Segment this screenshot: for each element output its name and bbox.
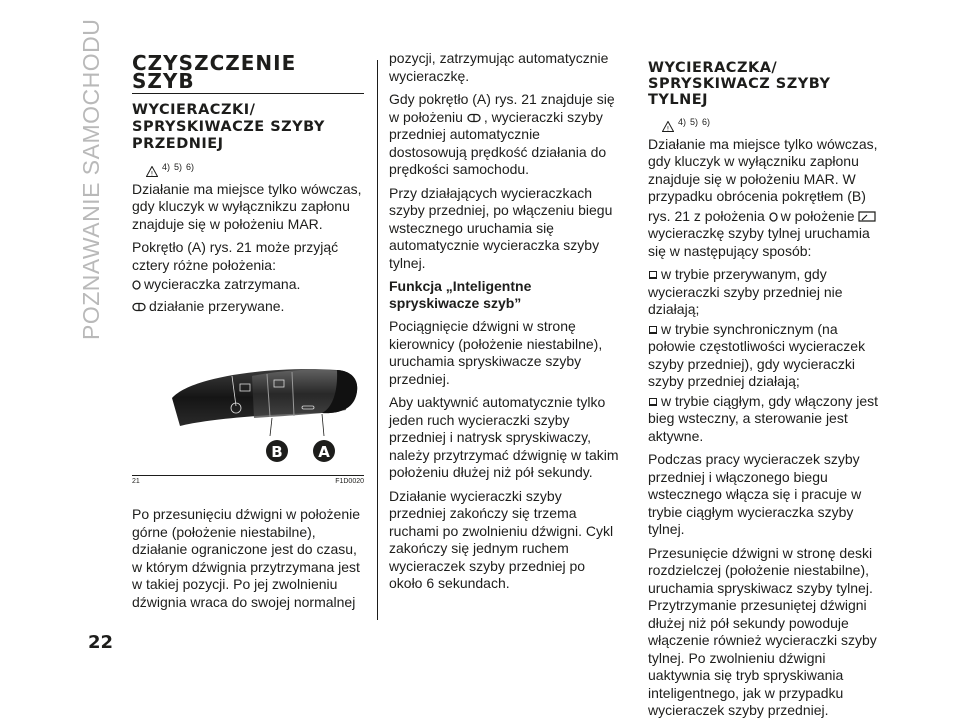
bullet-icon <box>648 397 658 407</box>
bullet-icon <box>648 270 658 280</box>
ref-3: 6) <box>186 162 195 172</box>
section-side-tab <box>78 18 108 340</box>
figure-caption <box>132 478 364 485</box>
bullet-item <box>648 266 880 319</box>
bullet-text: w trybie synchronicznym (na połowie częstotliwości wycieraczek szyby przedniej), gdy wycieraczki szyby przedniej działają; <box>648 320 866 389</box>
paragraph-part: , wycieraczki szyby przedniej automatycznie dostosowują prędkość działania do prędkości samochodu. <box>389 108 607 177</box>
paragraph: Przy działających wycieraczkach szyby przedniej, po włączeniu biegu wstecznego uruchamia się automatycznie wycieraczka szyby tylnej. <box>389 184 613 271</box>
callout-a-label: A <box>318 443 330 461</box>
wiper-stalk-illustration <box>132 318 364 473</box>
paragraph: Działanie ma miejsce tylko wówczas, gdy kluczyk w wyłącznikzu zapłonu znajduje się w położeniu MAR. <box>132 180 362 232</box>
ref-1: 4) <box>678 117 687 127</box>
page-title: CZYSZCZENIE SZYB <box>132 51 297 93</box>
list-item-text: działanie przerywane. <box>149 297 285 314</box>
figure-code: F1D0020 <box>335 478 364 485</box>
paragraph: Po przesunięciu dźwigni w położenie górne (położenie niestabilne), działanie ograniczone jest do czasu, w którym dźwignia przytrzymana jest w takiej pozycji. Po jej zwolnieniu dźwignia wraca do swojej normalnej <box>132 506 361 610</box>
warning-icon <box>662 121 674 132</box>
paragraph: Aby uaktywnić automatycznie tylko jeden ruch wycieraczki szyby przedniej i natrysk spryskiwaczy, należy przytrzymać dźwignię w takim położeniu dłużej niż pół sekundy. <box>389 394 619 480</box>
paragraph: Podczas pracy wycieraczek szyby przedniej i włączonego biegu wstecznego włącza się i pracuje w trybie ciągłym wycieraczka szyby tylnej. <box>648 451 862 537</box>
paragraph-part: rys. 21 z położenia <box>648 207 765 224</box>
ref-2: 5) <box>690 117 699 127</box>
paragraph-part: w położenie <box>780 207 855 224</box>
svg-text:!: ! <box>666 125 670 132</box>
paragraph-part: wycieraczkę szyby tylnej uruchamia się w następujący sposób: <box>648 225 870 259</box>
section-side-tab-label: POZNAWANIE SAMOCHODU <box>78 18 104 340</box>
list-item-text: wycieraczka zatrzymana. <box>144 276 301 292</box>
paragraph: Pokrętło (A) rys. 21 może przyjąć cztery różne położenia: <box>132 239 339 273</box>
title-rule <box>132 93 364 94</box>
ref-2: 5) <box>174 162 183 172</box>
paragraph: Działanie wycieraczki szyby przedniej zakończy się trzema ruchami po zwolnieniu dźwigni. Cykl zakończy się jednym ruchem wycieraczek szyby przedniej po około 6 sekundach. <box>389 487 614 591</box>
paragraph <box>648 208 880 261</box>
paragraph <box>389 91 621 179</box>
warning-icon <box>146 166 158 177</box>
column-right <box>648 60 880 726</box>
figure-bottom-rule <box>132 475 364 476</box>
paragraph: pozycji, zatrzymując automatycznie wycieraczkę. <box>389 50 609 84</box>
bullet-item <box>648 393 880 446</box>
column-middle <box>389 50 621 599</box>
section-heading-front: WYCIERACZKI/ SPRYSKIWACZE SZYBY PRZEDNIEJ <box>132 102 325 152</box>
ref-1: 4) <box>162 162 171 172</box>
reference-markers <box>146 159 364 177</box>
bullet-text: w trybie ciągłym, gdy włączony jest bieg wsteczny, a sterowanie jest aktywne. <box>648 392 879 444</box>
ref-3: 6) <box>702 117 711 127</box>
column-left-bottom <box>132 506 364 617</box>
page-number: 22 <box>88 632 114 653</box>
intermittent-icon <box>132 302 146 312</box>
column-divider <box>377 60 378 620</box>
paragraph-part: Gdy pokrętło (A) rys. 21 znajduje się w położeniu <box>389 91 615 125</box>
list-item <box>132 276 364 294</box>
bullet-text: w trybie przerywanym, gdy wycieraczki szyby przedniej nie działają; <box>648 266 843 317</box>
off-position-icon <box>132 280 141 290</box>
column-left <box>132 51 364 360</box>
callout-b-label: B <box>271 443 283 461</box>
section-heading-rear: WYCIERACZKA/ SPRYSKIWACZ SZYBY TYLNEJ <box>648 60 831 108</box>
paragraph: Pociągnięcie dźwigni w stronę kierownicy (położenie niestabilne), uruchamia spryskiwacze szyby przedniej. <box>389 318 603 387</box>
paragraph: Przesunięcie dźwigni w stronę deski rozdzielczej (położenie niestabilne), uruchamia spryskiwacz szyby tylnej. Przytrzymanie przesuniętej dźwigni dłużej niż pół sekundy powoduje włączenie również wycieraczki szyby tylnej. Po zwolnieniu dźwigni uaktywnia się tryb spryskiwania inteligentnego, jak w przypadku wycieraczek szyby przedniej. <box>648 544 877 718</box>
svg-text:!: ! <box>150 170 154 177</box>
intermittent-icon <box>467 113 481 123</box>
reference-markers <box>662 114 880 132</box>
section-heading-smart-wash: Funkcja „Inteligentne spryskiwacze szyb” <box>389 278 532 311</box>
paragraph: Działanie ma miejsce tylko wówczas, gdy kluczyk w wyłączniku zapłonu znajduje się w położeniu MAR. W przypadku obrócenia pokrętłem (B) <box>648 135 878 204</box>
bullet-item <box>648 321 880 391</box>
list-item <box>132 298 364 316</box>
off-position-icon <box>769 212 778 222</box>
rear-wiper-icon <box>858 210 876 224</box>
figure-wiper-stalk <box>132 318 364 473</box>
bullet-icon <box>648 325 658 335</box>
figure-number: 21 <box>132 478 140 485</box>
